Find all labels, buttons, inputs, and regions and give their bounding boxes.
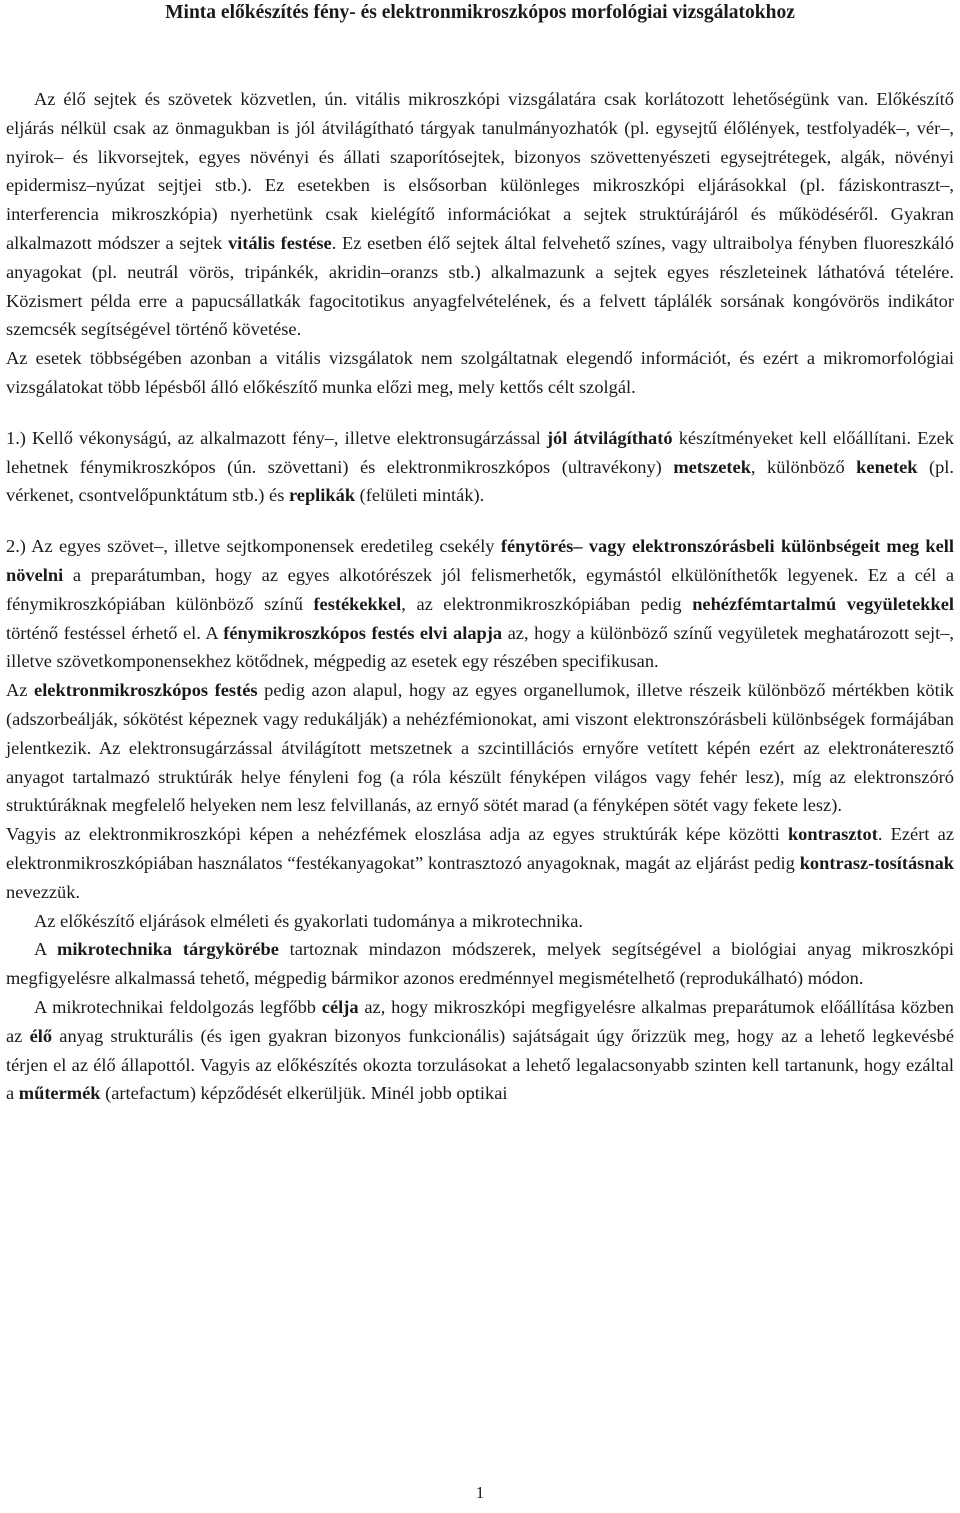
bold-term: festékekkel [313,593,402,614]
paragraph [6,424,954,510]
text-run: történő festéssel érhető el. A [6,622,224,643]
text-run: , az elektronmikroszkópiában pedig [401,593,693,614]
paragraph [6,907,954,936]
text-run: pedig azon alapul, hogy az egyes organellumok, illetve részeik különböző mértékben kötik (adszorbeálják, sókötést képeznek vagy redukálják) a nehézfémionokat, ami viszont elektronszórásbeli különbségek formájában jelentkezik. Az elektronsugárzással átvilágított metszetnek a szcintillációs ernyőre vetített képén ezért az elektronáteresztő anyagot tartalmazó struktúrák helye fényleni fog (a róla készült fényképen világos vagy fehér lesz), míg az elektronszóró struktúráknak megfelelő helyeken nem lesz felvillanás, az ernyő sötét marad (a fényképen sötét vagy fekete lesz). [6,680,954,816]
paragraph [6,85,954,344]
bold-term: metszetek [673,456,751,477]
text-run: . Ez esetben élő sejtek által felvehető színes, vagy ultraibolya fényben fluoreszkáló anyagokat (pl. neutrál vörös, tripánkék, akridin–oranzs stb.) alkalmazunk a sejtek egyes részleteinek láthatóvá tételére. Közismert példa erre a papucsállatkák fagocitotikus anyagfelvételének, és a felvett táplálék sorsának kongóvörös indikátor szemcsék segítségével történő követése. [6,232,954,340]
text-run: az, hogy a különböző színű vegyületek meghatározott sejt–, illetve szövetkomponensekhez kötődnek, mégpedig az esetek egy részében specifikusan. [6,622,954,672]
paragraph [6,935,954,993]
bold-term: célja [321,996,359,1017]
paragraph [6,993,954,1108]
paragraph [6,676,954,820]
bold-term: jól átvilágítható [546,427,673,448]
bold-term: fénymikroszkópos festés elvi alapja [223,622,503,643]
bold-term: műtermék [18,1083,101,1104]
paragraph [6,820,954,906]
text-run: (felületi minták). [355,485,485,506]
body-text [6,85,954,1108]
text-run: A mikrotechnikai feldolgozás legfőbb [34,996,322,1017]
text-run: 1.) Kellő vékonyságú, az alkalmazott fény–, illetve elektronsugárzással [6,427,547,448]
bold-term: mikrotechnika tárgykörébe [57,939,279,960]
text-run: A [34,939,57,960]
text-run: , különböző [750,456,857,477]
bold-term: kenetek [856,456,918,477]
bold-term: replikák [288,485,356,506]
text-run: (pl. vérkenet, csontvelőpunktátum stb.) és [6,456,954,506]
text-run: Az [6,680,35,701]
bold-term: vitális festése [227,232,332,253]
page-number: 1 [475,1483,485,1502]
text-run: (artefactum) képződését elkerüljük. Minél jobb optikai [100,1083,508,1104]
text-run: készítményeket kell előállítani. Ezek lehetnek fénymikroszkópos (ún. szövettani) és elektronmikroszkópos (ultravékony) [6,427,954,477]
bold-term: kontrasz-tosításnak [799,852,954,873]
text-run: Az előkészítő eljárások elméleti és gyakorlati tudománya a mikrotechnika. [34,910,583,931]
page-title: Minta előkészítés fény- és elektronmikroszkópos morfológiai vizsgálatokhoz [165,2,795,23]
bold-term: élő [29,1025,53,1046]
paragraph [6,532,954,676]
paragraph [6,344,954,402]
text-run: tartoznak mindazon módszerek, melyek segítségével a biológiai anyag mikroszkópi megfigyelésre alkalmassá tehető, mégpedig bármikor azonos eredménnyel megismételhető (reprodukálható) módon. [6,939,954,989]
text-run: nevezzük. [6,881,81,902]
text-run: anyag strukturális (és igen gyakran bizonyos funkcionális) sajátságait úgy őrizzük meg, hogy az a lehető legkevésbé térjen el az élő állapottól. Vagyis az előkészítés okozta torzulásokat a lehető legalacsonyabb szinten kell tartanunk, hogy ezáltal a [6,1025,954,1104]
text-run: Vagyis az elektronmikroszkópi képen a nehézfémek eloszlása adja az egyes struktúrák képe közötti [6,824,788,845]
bold-term: fénytörés– vagy elektronszórásbeli különbségeit meg kell növelni [6,536,954,585]
text-run: a preparátumban, hogy az egyes alkotórészek jól felismerhetők, egymástól elkülöníthetők legyenek. Ez a cél a fénymikroszkópiában különböző színű [6,564,954,614]
bold-term: elektronmikroszkópos festés [34,680,258,701]
text-run: Az esetek többségében azonban a vitális vizsgálatok nem szolgáltatnak elegendő információt, és ezért a mikromorfológiai vizsgálatokat több lépésből álló előkészítő munka előzi meg, mely kettős célt szolgál. [6,348,954,397]
text-run: az, hogy mikroszkópi megfigyelésre alkalmas preparátumok előállítása közben az [6,996,955,1046]
bold-term: kontrasztot [787,824,878,845]
text-run: Az élő sejtek és szövetek közvetlen, ún. vitális mikroszkópi vizsgálatára csak korlátozott lehetőségünk van. Előkészítő eljárás nélkül csak az önmagukban is jól átvilágítható tárgyak tanulmányozhatók (pl. egysejtű élőlények, testfolyadék–, vér–, nyirok– és likvorsejtek, egyes növényi és állati szaporítósejtek, bizonyos szövettenyészeti egysejtrétegek, algák, növényi epidermisz–nyúzat sejtjei stb.). Ez esetekben is elsősorban különleges mikroszkópi eljárásokkal (pl. fáziskontraszt–, interferencia mikroszkópia) nyerhetünk csak kielégítő információkat a sejtek struktúrájáról és működéséről. Gyakran alkalmazott módszer a sejtek [6,89,954,253]
text-run: 2.) Az egyes szövet–, illetve sejtkomponensek eredetileg csekély [6,536,501,557]
text-run: . Ezért az elektronmikroszkópiában használatos “festékanyagokat” kontrasztozó anyagoknak, magát az eljárást pedig [6,824,955,873]
bold-term: nehézfémtartalmú vegyületekkel [692,593,955,614]
